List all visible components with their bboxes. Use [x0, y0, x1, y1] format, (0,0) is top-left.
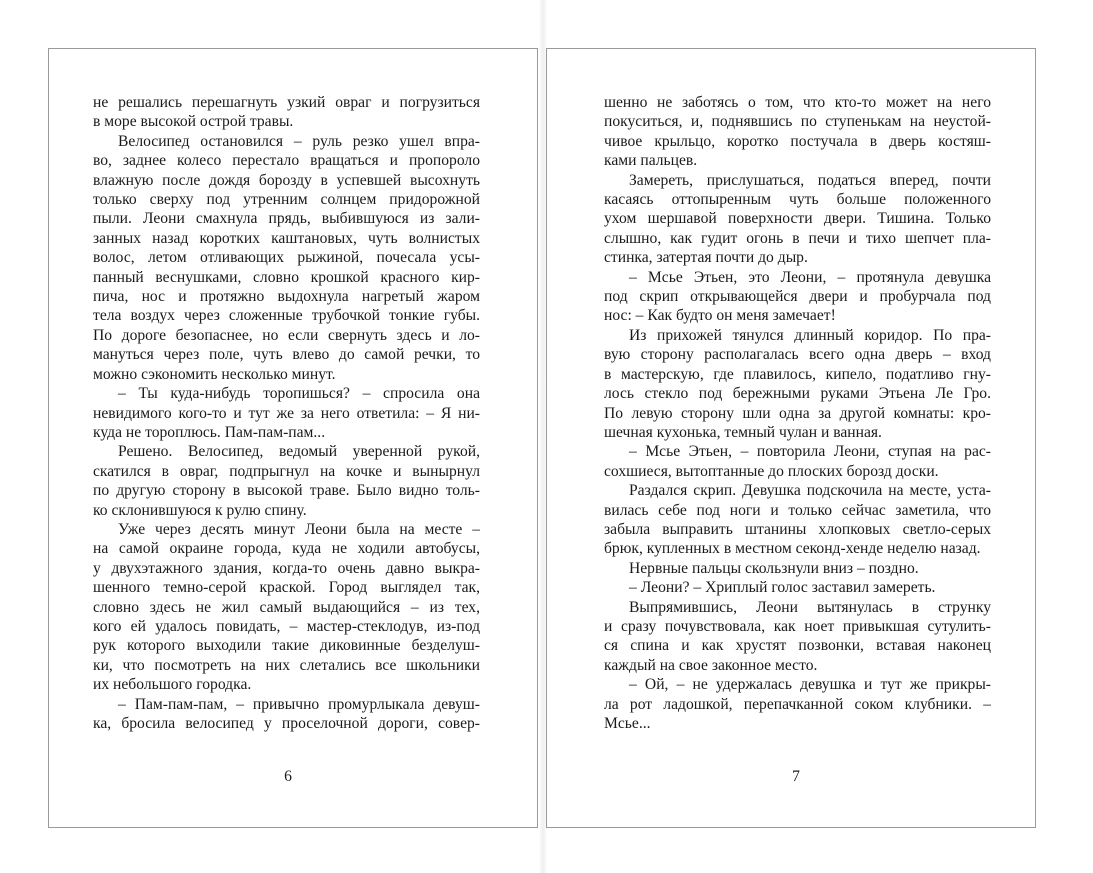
- text-line: стинка, затертая почти до дыр.: [604, 249, 808, 267]
- text-line: лось стекло под бережными руками Этьена Ле Гро.: [604, 385, 991, 403]
- text-line: по другую сторону в высокой траве. Было видно толь-: [93, 482, 480, 500]
- text-line: влажную после дождя борозду в успевшей высохнуть: [93, 171, 480, 189]
- text-line: ки, что посмотреть на них слетались все школьники: [93, 656, 480, 674]
- text-line: пыли. Леони смахнула прядь, выбившуюся из зали-: [93, 210, 480, 228]
- text-line: в мастерскую, где плавилось, кипело, податливо гну-: [604, 365, 991, 383]
- text-line: и сразу почувствовала, как ноет привыкшая сутулить-: [604, 617, 991, 635]
- text-line: невидимого кого-то и тут же за него ответила: – Я ни-: [93, 404, 480, 422]
- text-line: покуситься, и, поднявшись по ступенькам на неустой-: [604, 113, 991, 131]
- left-page-text: [93, 93, 480, 733]
- text-line: ухом шершавой поверхности двери. Тишина. Только: [604, 210, 991, 228]
- page-number: 6: [284, 768, 292, 785]
- text-line: шечная кухонька, темный чулан и ванная.: [604, 423, 882, 441]
- text-line: тела воздух через сложенные трубочкой тонкие губы.: [93, 307, 480, 325]
- right-page: [546, 48, 1036, 828]
- text-line: можно сэкономить несколько минут.: [93, 365, 336, 383]
- text-line: волос, летом отливающих рыжиной, почесала усы-: [93, 249, 480, 267]
- text-line: ками пальцев.: [604, 152, 698, 170]
- text-line: Нервные пальцы скользнули вниз – поздно.: [629, 559, 919, 577]
- text-line: ла рот ладошкой, перепачканной соком клубники. –: [604, 695, 991, 713]
- text-line: у двухэтажного здания, когда-то очень давно выкра-: [93, 559, 480, 577]
- text-line: куда не тороплюсь. Пам-пам-пам...: [93, 423, 326, 441]
- text-line: – Леони? – Хриплый голос заставил замереть.: [629, 579, 936, 597]
- text-line: на самой окраине города, куда не ходили автобусы,: [93, 540, 480, 558]
- text-line: По левую сторону шли одна за другой комнаты: кро-: [604, 404, 991, 422]
- text-line: – Ты куда-нибудь торопишься? – спросила она: [118, 385, 480, 403]
- text-line: кого ей удалось повидать, – мастер-стеклодув, из-под: [93, 617, 480, 635]
- text-line: Мсье...: [604, 715, 651, 732]
- right-page-text: [604, 93, 991, 733]
- text-line: панный веснушками, словно крошкой красного кир-: [93, 268, 480, 286]
- text-line: брюк, купленных в местном секонд-хенде неделю назад.: [604, 540, 981, 558]
- text-line: сохшиеся, вытоптанные до плоских борозд доски.: [604, 462, 939, 480]
- text-line: забыла выправить штанины хлопковых светло-серых: [604, 520, 991, 538]
- page-number: 7: [792, 768, 800, 785]
- text-line: Раздался скрип. Девушка подскочила на месте, уста-: [629, 482, 991, 500]
- text-line: пича, нос и протяжно выдохнула нагретый жаром: [93, 288, 480, 306]
- text-line: во, заднее колесо перестало вращаться и пропороло: [93, 152, 480, 170]
- text-line: Выпрямившись, Леони вытянулась в струнку: [629, 598, 991, 616]
- left-page: [48, 48, 538, 828]
- text-line: По дороге безопаснее, но если свернуть здесь и ло-: [93, 326, 480, 344]
- text-line: в море высокой острой травы.: [93, 113, 294, 131]
- text-line: чивое крыльцо, коротко постучала в дверь костяш-: [604, 132, 991, 150]
- text-line: их небольшого городка.: [93, 676, 252, 694]
- text-line: – Ой, – не удержалась девушка и тут же прикры-: [629, 676, 991, 694]
- text-line: слышно, как гудит огонь в печи и тихо шепчет пла-: [604, 229, 991, 247]
- text-line: Из прихожей тянулся длинный коридор. По пра-: [629, 326, 991, 344]
- text-line: шенного темно-серой краской. Город выглядел так,: [93, 579, 480, 597]
- text-line: вилась себе под ноги и только сейчас заметила, что: [604, 501, 991, 519]
- text-line: вую сторону располагалась всего одна дверь – вход: [604, 346, 991, 364]
- text-line: каждый на свое законное место.: [604, 656, 818, 674]
- text-line: – Мсье Этьен, – повторила Леони, ступая на рас-: [629, 443, 991, 461]
- text-line: занных назад коротких каштановых, чуть волнистых: [93, 229, 480, 247]
- text-line: рук которого выходили такие диковинные безделуш-: [93, 637, 480, 655]
- text-line: словно здесь не жил самый выдающийся – из тех,: [93, 598, 480, 616]
- text-line: Замереть, прислушаться, податься вперед, почти: [629, 171, 991, 189]
- text-line: только сверху под утренним солнцем придорожной: [93, 191, 480, 209]
- text-line: – Мсье Этьен, это Леони, – протянула девушка: [629, 268, 991, 286]
- text-line: Уже через десять минут Леони была на месте –: [118, 520, 480, 538]
- text-line: Решено. Велосипед, ведомый уверенной рукой,: [118, 443, 480, 461]
- text-line: ка, бросила велосипед у проселочной дороги, совер-: [93, 715, 480, 732]
- text-line: под скрип открывающейся двери и пробурчала под: [604, 288, 991, 306]
- text-line: скатился в овраг, подпрыгнул на кочке и вынырнул: [93, 462, 480, 480]
- text-line: нос: – Как будто он меня замечает!: [604, 307, 836, 325]
- text-line: касаясь оттопыренным чуть больше положенного: [604, 191, 991, 209]
- text-line: шенно не заботясь о том, что кто-то может на него: [604, 94, 991, 111]
- text-line: – Пам-пам-пам, – привычно промурлыкала девуш-: [118, 695, 480, 713]
- text-line: не решались перешагнуть узкий овраг и погрузиться: [93, 94, 480, 111]
- text-line: ко склонившуюся к рулю спину.: [93, 501, 307, 519]
- text-line: Велосипед остановился – руль резко ушел впра-: [118, 132, 480, 150]
- text-line: мануться через поле, чуть влево до самой речки, то: [93, 346, 480, 364]
- text-line: ся спина и как хрустят позвонки, вставая наконец: [604, 637, 991, 655]
